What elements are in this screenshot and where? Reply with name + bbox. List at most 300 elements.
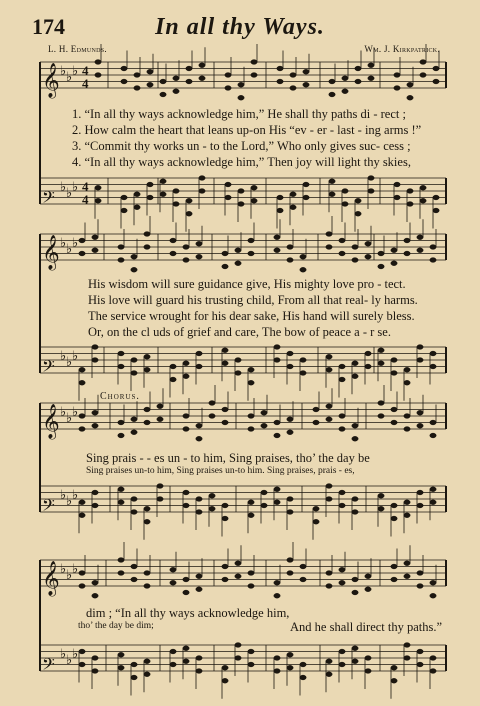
note-head — [147, 182, 153, 187]
note-head — [368, 176, 374, 181]
note-head — [407, 189, 413, 194]
note-head — [329, 179, 335, 184]
flat-icon: ♭ — [66, 410, 73, 425]
note-head — [79, 367, 85, 372]
note-head — [300, 267, 306, 272]
bass-clef-icon: 𝄢 — [42, 497, 55, 519]
note-head — [378, 264, 384, 269]
note-head — [248, 513, 254, 518]
note-head — [365, 241, 371, 246]
note-head — [222, 361, 228, 366]
note-head — [433, 195, 439, 200]
note-head — [300, 358, 306, 363]
note-head — [186, 211, 192, 216]
note-head — [404, 513, 410, 518]
note-head — [92, 669, 98, 674]
note-head — [183, 577, 189, 582]
note-head — [300, 662, 306, 667]
note-head — [430, 580, 436, 585]
note-head — [339, 364, 345, 369]
note-head — [144, 367, 150, 372]
note-head — [79, 251, 85, 256]
note-head — [287, 430, 293, 435]
note-head — [430, 487, 436, 492]
note-head — [326, 672, 332, 677]
note-head — [342, 202, 348, 207]
note-head — [290, 73, 296, 78]
note-head — [368, 63, 374, 68]
note-head — [368, 76, 374, 81]
note-head — [183, 659, 189, 664]
note-head — [95, 60, 101, 65]
note-head — [170, 649, 176, 654]
note-head — [352, 510, 358, 515]
note-head — [303, 195, 309, 200]
note-head — [290, 192, 296, 197]
verse-3-line-2: The service wrought for his dear sake, His hand will surely bless. — [88, 309, 415, 323]
note-head — [287, 497, 293, 502]
note-head — [274, 669, 280, 674]
note-head — [95, 198, 101, 203]
note-head — [404, 656, 410, 661]
note-head — [287, 558, 293, 563]
note-head — [274, 420, 280, 425]
note-head — [183, 258, 189, 263]
note-head — [355, 211, 361, 216]
note-head — [326, 659, 332, 664]
note-head — [274, 433, 280, 438]
note-head — [391, 407, 397, 412]
note-head — [313, 506, 319, 511]
note-head — [248, 649, 254, 654]
note-head — [339, 251, 345, 256]
flat-icon: ♭ — [72, 235, 79, 250]
note-head — [355, 198, 361, 203]
note-head — [144, 659, 150, 664]
note-head — [417, 345, 423, 350]
note-head — [196, 241, 202, 246]
note-head — [144, 232, 150, 237]
note-head — [251, 60, 257, 65]
note-head — [326, 232, 332, 237]
note-head — [118, 258, 124, 263]
note-head — [79, 649, 85, 654]
note-head — [121, 79, 127, 84]
note-head — [79, 427, 85, 432]
note-head — [326, 584, 332, 589]
note-head — [303, 182, 309, 187]
note-head — [313, 420, 319, 425]
note-head — [430, 420, 436, 425]
note-head — [131, 267, 137, 272]
note-head — [196, 436, 202, 441]
note-head — [196, 574, 202, 579]
note-head — [144, 584, 150, 589]
note-head — [183, 590, 189, 595]
note-head — [287, 652, 293, 657]
note-head — [79, 571, 85, 576]
note-head — [277, 79, 283, 84]
note-head — [300, 371, 306, 376]
note-head — [290, 205, 296, 210]
note-head — [196, 587, 202, 592]
note-head — [339, 662, 345, 667]
note-head — [222, 251, 228, 256]
note-head — [391, 665, 397, 670]
bass-clef-icon: 𝄢 — [42, 358, 55, 380]
note-head — [144, 571, 150, 576]
note-head — [274, 656, 280, 661]
note-head — [352, 258, 358, 263]
note-head — [79, 513, 85, 518]
composer-credit: Wm. J. Kirkpatrick. — [364, 44, 440, 54]
note-head — [433, 79, 439, 84]
note-head — [326, 571, 332, 576]
note-head — [225, 73, 231, 78]
note-head — [170, 662, 176, 667]
note-head — [222, 665, 228, 670]
note-head — [378, 506, 384, 511]
note-head — [342, 189, 348, 194]
note-head — [92, 410, 98, 415]
flat-icon: ♭ — [72, 404, 79, 419]
verse-4-line-2: Or, on the cl uds of grief and care, The bow of peace a - r se. — [88, 325, 391, 339]
note-head — [118, 433, 124, 438]
note-head — [118, 364, 124, 369]
note-head — [404, 561, 410, 566]
note-head — [417, 649, 423, 654]
note-head — [196, 423, 202, 428]
note-head — [342, 76, 348, 81]
note-head — [365, 587, 371, 592]
note-head — [183, 245, 189, 250]
note-head — [238, 189, 244, 194]
note-head — [303, 69, 309, 74]
note-head — [248, 367, 254, 372]
note-head — [404, 414, 410, 419]
note-head — [79, 380, 85, 385]
note-head — [199, 63, 205, 68]
note-head — [339, 490, 345, 495]
note-head — [95, 73, 101, 78]
note-head — [339, 567, 345, 572]
note-head — [326, 497, 332, 502]
note-head — [222, 264, 228, 269]
note-head — [365, 574, 371, 579]
note-head — [326, 417, 332, 422]
note-head — [186, 198, 192, 203]
note-head — [313, 519, 319, 524]
note-head — [391, 371, 397, 376]
note-head — [378, 401, 384, 406]
note-head — [134, 86, 140, 91]
note-head — [274, 358, 280, 363]
note-head — [339, 503, 345, 508]
note-head — [248, 251, 254, 256]
note-head — [118, 245, 124, 250]
note-head — [417, 584, 423, 589]
note-head — [430, 258, 436, 263]
note-head — [196, 351, 202, 356]
note-head — [430, 593, 436, 598]
note-head — [404, 367, 410, 372]
note-head — [391, 420, 397, 425]
note-head — [170, 238, 176, 243]
note-head — [261, 503, 267, 508]
note-head — [235, 371, 241, 376]
note-head — [378, 493, 384, 498]
note-head — [248, 500, 254, 505]
time-signature: 4 — [82, 76, 89, 91]
note-head — [118, 500, 124, 505]
note-head — [196, 364, 202, 369]
note-head — [222, 348, 228, 353]
note-head — [209, 493, 215, 498]
note-head — [417, 248, 423, 253]
note-head — [287, 665, 293, 670]
note-head — [277, 66, 283, 71]
time-signature: 4 — [82, 63, 89, 78]
note-head — [209, 401, 215, 406]
note-head — [378, 361, 384, 366]
note-head — [365, 351, 371, 356]
note-head — [248, 662, 254, 667]
flat-icon: ♭ — [60, 63, 67, 78]
note-head — [274, 487, 280, 492]
bass-clef-icon: 𝄢 — [42, 656, 55, 678]
note-head — [183, 374, 189, 379]
chorus-bass-lyrics-2: tho’ the day be dim; — [78, 621, 154, 631]
treble-clef-icon: 𝄞 — [42, 562, 60, 595]
note-head — [417, 423, 423, 428]
note-head — [134, 205, 140, 210]
note-head — [131, 662, 137, 667]
note-head — [355, 79, 361, 84]
note-head — [121, 195, 127, 200]
chorus-bass-lyrics-1: Sing praises un-to him, Sing praises un-to him. Sing praises, prais - es, — [86, 466, 355, 476]
note-head — [352, 245, 358, 250]
note-head — [235, 248, 241, 253]
bass-clef-icon: 𝄢 — [42, 189, 55, 211]
note-head — [147, 82, 153, 87]
lyricist-credit: L. H. Edmunds. — [48, 44, 107, 54]
note-head — [430, 351, 436, 356]
note-head — [251, 73, 257, 78]
note-head — [404, 574, 410, 579]
flat-icon: ♭ — [60, 348, 67, 363]
note-head — [420, 60, 426, 65]
note-head — [355, 66, 361, 71]
note-head — [170, 251, 176, 256]
note-head — [196, 510, 202, 515]
note-head — [430, 245, 436, 250]
note-head — [274, 345, 280, 350]
note-head — [300, 675, 306, 680]
note-head — [183, 503, 189, 508]
note-head — [186, 79, 192, 84]
note-head — [300, 564, 306, 569]
flat-icon: ♭ — [72, 561, 79, 576]
note-head — [92, 235, 98, 240]
note-head — [118, 420, 124, 425]
note-head — [394, 86, 400, 91]
note-head — [339, 580, 345, 585]
note-head — [147, 69, 153, 74]
note-head — [433, 66, 439, 71]
treble-clef-icon: 𝄞 — [42, 64, 60, 97]
note-head — [391, 503, 397, 508]
note-head — [417, 571, 423, 576]
note-head — [147, 195, 153, 200]
note-head — [235, 561, 241, 566]
note-head — [235, 358, 241, 363]
note-head — [196, 254, 202, 259]
note-head — [79, 500, 85, 505]
note-head — [329, 192, 335, 197]
note-head — [430, 433, 436, 438]
note-head — [170, 567, 176, 572]
note-head — [365, 669, 371, 674]
flat-icon: ♭ — [60, 561, 67, 576]
note-head — [391, 516, 397, 521]
note-head — [261, 410, 267, 415]
note-head — [417, 410, 423, 415]
note-head — [118, 558, 124, 563]
note-head — [121, 66, 127, 71]
note-head — [92, 248, 98, 253]
note-head — [326, 484, 332, 489]
note-head — [248, 584, 254, 589]
note-head — [160, 79, 166, 84]
note-head — [404, 643, 410, 648]
time-signature: 4 — [82, 192, 89, 207]
note-head — [248, 238, 254, 243]
note-head — [404, 500, 410, 505]
note-head — [196, 656, 202, 661]
note-head — [157, 484, 163, 489]
note-head — [238, 202, 244, 207]
note-head — [326, 245, 332, 250]
flat-icon: ♭ — [72, 487, 79, 502]
note-head — [118, 652, 124, 657]
note-head — [417, 235, 423, 240]
note-head — [404, 251, 410, 256]
note-head — [248, 571, 254, 576]
note-head — [326, 367, 332, 372]
note-head — [92, 423, 98, 428]
note-head — [131, 430, 137, 435]
note-head — [160, 179, 166, 184]
note-head — [183, 427, 189, 432]
note-head — [92, 593, 98, 598]
note-head — [170, 377, 176, 382]
note-head — [407, 202, 413, 207]
flat-icon: ♭ — [72, 179, 79, 194]
note-head — [420, 198, 426, 203]
note-head — [378, 348, 384, 353]
note-head — [79, 414, 85, 419]
note-head — [183, 361, 189, 366]
note-head — [352, 646, 358, 651]
flat-icon: ♭ — [66, 241, 73, 256]
note-head — [225, 195, 231, 200]
note-head — [199, 76, 205, 81]
note-head — [222, 503, 228, 508]
note-head — [274, 235, 280, 240]
note-head — [183, 646, 189, 651]
note-head — [144, 506, 150, 511]
note-head — [261, 490, 267, 495]
note-head — [300, 577, 306, 582]
note-head — [92, 490, 98, 495]
note-head — [173, 89, 179, 94]
note-head — [79, 238, 85, 243]
chorus-label: Chorus. — [100, 391, 140, 402]
note-head — [433, 208, 439, 213]
note-head — [131, 577, 137, 582]
flat-icon: ♭ — [72, 63, 79, 78]
note-head — [199, 189, 205, 194]
note-head — [222, 564, 228, 569]
verse-2-line-2: His love will guard his trusting child, From all that real- ly harms. — [88, 293, 418, 307]
note-head — [430, 500, 436, 505]
flat-icon: ♭ — [60, 404, 67, 419]
note-head — [287, 351, 293, 356]
note-head — [131, 675, 137, 680]
note-head — [225, 86, 231, 91]
note-head — [79, 584, 85, 589]
note-head — [394, 195, 400, 200]
note-head — [339, 414, 345, 419]
note-head — [287, 258, 293, 263]
note-head — [391, 261, 397, 266]
note-head — [394, 73, 400, 78]
flat-icon: ♭ — [66, 567, 73, 582]
note-head — [303, 82, 309, 87]
note-head — [290, 86, 296, 91]
note-head — [420, 185, 426, 190]
treble-clef-icon: 𝄞 — [42, 236, 60, 269]
note-head — [274, 248, 280, 253]
note-head — [173, 202, 179, 207]
note-head — [339, 238, 345, 243]
note-head — [144, 407, 150, 412]
note-head — [352, 436, 358, 441]
note-head — [144, 420, 150, 425]
note-head — [92, 503, 98, 508]
note-head — [277, 195, 283, 200]
note-head — [183, 414, 189, 419]
note-head — [417, 358, 423, 363]
note-head — [131, 254, 137, 259]
note-head — [196, 669, 202, 674]
note-head — [329, 92, 335, 97]
note-head — [404, 238, 410, 243]
note-head — [391, 678, 397, 683]
note-head — [313, 407, 319, 412]
verse-4-line-1: 4. “In all thy ways acknowledge him,” Then joy will light thy skies, — [72, 155, 411, 169]
note-head — [186, 66, 192, 71]
note-head — [131, 371, 137, 376]
note-head — [352, 590, 358, 595]
note-head — [251, 198, 257, 203]
note-head — [391, 358, 397, 363]
note-head — [225, 182, 231, 187]
note-head — [248, 427, 254, 432]
note-head — [420, 73, 426, 78]
note-head — [352, 374, 358, 379]
note-head — [342, 89, 348, 94]
